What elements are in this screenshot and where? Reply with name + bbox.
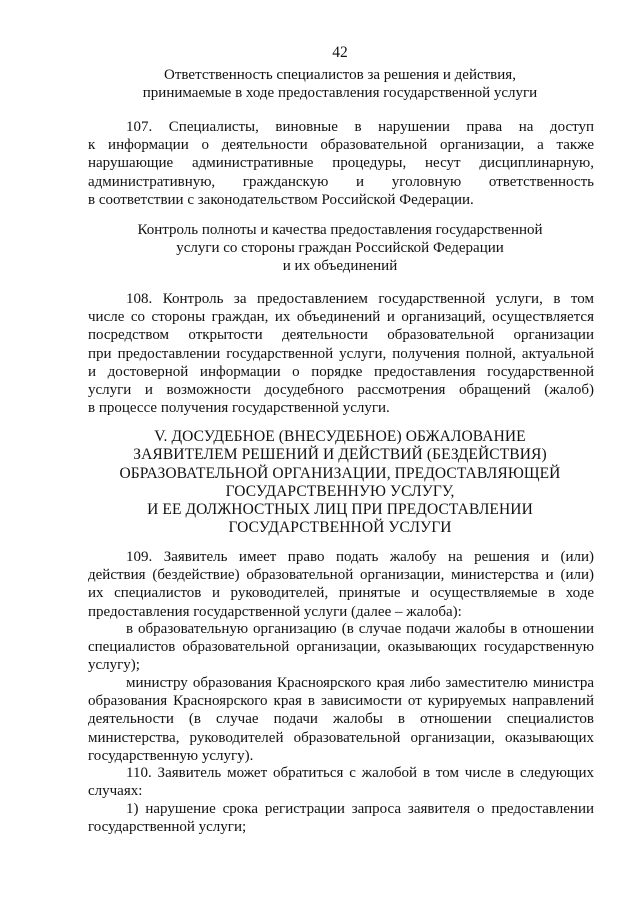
- section-heading-control: [0, 221, 639, 275]
- heading-line: и их объединений: [282, 258, 398, 274]
- paragraph-110: [88, 764, 594, 800]
- paragraph-line: министерства, руководителей образовательной организации, оказывающих: [88, 729, 594, 746]
- paragraph-line: услуги и возможности досудебного рассмотрения обращений (жалоб): [88, 382, 594, 399]
- paragraph-line: деятельности (в случае подачи жалобы в отношении специалистов: [88, 711, 594, 728]
- paragraph-line: и достоверной информации о порядке предоставления государственной: [88, 363, 594, 380]
- section-heading-responsibility: [0, 66, 639, 102]
- paragraph-line: 110. Заявитель может обратиться с жалобой в том числе в следующих: [126, 765, 594, 781]
- paragraph-line: 107. Специалисты, виновные в нарушении права на доступ: [126, 119, 594, 135]
- paragraph-line: при предоставлении государственной услуги, получения полной, актуальной: [88, 345, 594, 362]
- paragraph-line: образования Красноярского края в зависимости от курируемых направлений: [88, 693, 594, 710]
- paragraph-line: их специалистов и руководителей, принятые и осуществляемые в ходе: [88, 585, 594, 602]
- paragraph-line: 1) нарушение срока регистрации запроса заявителя о предоставлении: [126, 801, 594, 817]
- chapter-heading-line: V. ДОСУДЕБНОЕ (ВНЕСУДЕБНОЕ) ОБЖАЛОВАНИЕ: [154, 428, 526, 445]
- paragraph-109: [88, 548, 594, 621]
- paragraph-line: предоставления государственной услуги (далее – жалоба):: [88, 603, 462, 620]
- paragraph-line: в соответствии с законодательством Российской Федерации.: [88, 191, 474, 208]
- heading-line: принимаемые в ходе предоставления государственной услуги: [142, 85, 538, 101]
- paragraph-line: числе со стороны граждан, их объединений и организаций, осуществляется: [88, 309, 594, 326]
- page-number: 42: [332, 44, 348, 61]
- paragraph-line: государственной услуги;: [88, 819, 247, 836]
- paragraph-107: [88, 118, 594, 209]
- paragraph-line: к информации о деятельности образовательной организации, а также: [88, 137, 594, 154]
- chapter-heading-line: ГОСУДАРСТВЕННОЙ УСЛУГИ: [228, 519, 452, 537]
- paragraph-line: 108. Контроль за предоставлением государственной услуги, в том: [126, 291, 594, 307]
- paragraph-109-item-organization: [88, 620, 594, 675]
- chapter-heading-line: ЗАЯВИТЕЛЕМ РЕШЕНИЙ И ДЕЙСТВИЙ (БЕЗДЕЙСТВИЯ): [133, 446, 547, 464]
- paragraph-line: административную, гражданскую и уголовную ответственность: [88, 173, 594, 190]
- paragraph-line: нарушающие административные процедуры, несут дисциплинарную,: [88, 155, 594, 172]
- paragraph-line: в процессе получения государственной услуги.: [88, 400, 390, 417]
- paragraph-108: [88, 290, 594, 417]
- paragraph-109-item-minister: [88, 674, 594, 765]
- chapter-heading-line: И ЕЕ ДОЛЖНОСТНЫХ ЛИЦ ПРИ ПРЕДОСТАВЛЕНИИ: [147, 501, 533, 519]
- paragraph-line: случаях:: [88, 783, 143, 800]
- heading-line: Контроль полноты и качества предоставления государственной: [137, 222, 543, 238]
- paragraph-line: государственную услугу).: [88, 747, 254, 764]
- paragraph-line: услугу);: [88, 657, 140, 674]
- chapter-heading-line: ГОСУДАРСТВЕННУЮ УСЛУГУ,: [225, 482, 455, 500]
- heading-line: Ответственность специалистов за решения и действия,: [164, 67, 516, 83]
- paragraph-line: министру образования Красноярского края либо заместителю министра: [126, 675, 594, 691]
- paragraph-line: специалистов образовательной организации, оказывающих государственную: [88, 639, 594, 656]
- paragraph-line: 109. Заявитель имеет право подать жалобу на решения и (или): [126, 549, 594, 565]
- heading-line: услуги со стороны граждан Российской Федерации: [176, 240, 504, 256]
- paragraph-line: посредством открытости деятельности образовательной организации: [88, 327, 594, 344]
- paragraph-line: действия (бездействие) образовательной организации, министерства и (или): [88, 567, 594, 584]
- paragraph-110-item-1: [88, 800, 594, 836]
- chapter-heading-line: ОБРАЗОВАТЕЛЬНОЙ ОРГАНИЗАЦИИ, ПРЕДОСТАВЛЯЮЩЕЙ: [119, 464, 561, 482]
- chapter-heading-v: [0, 428, 639, 538]
- paragraph-line: в образовательную организацию (в случае подачи жалобы в отношении: [126, 621, 594, 637]
